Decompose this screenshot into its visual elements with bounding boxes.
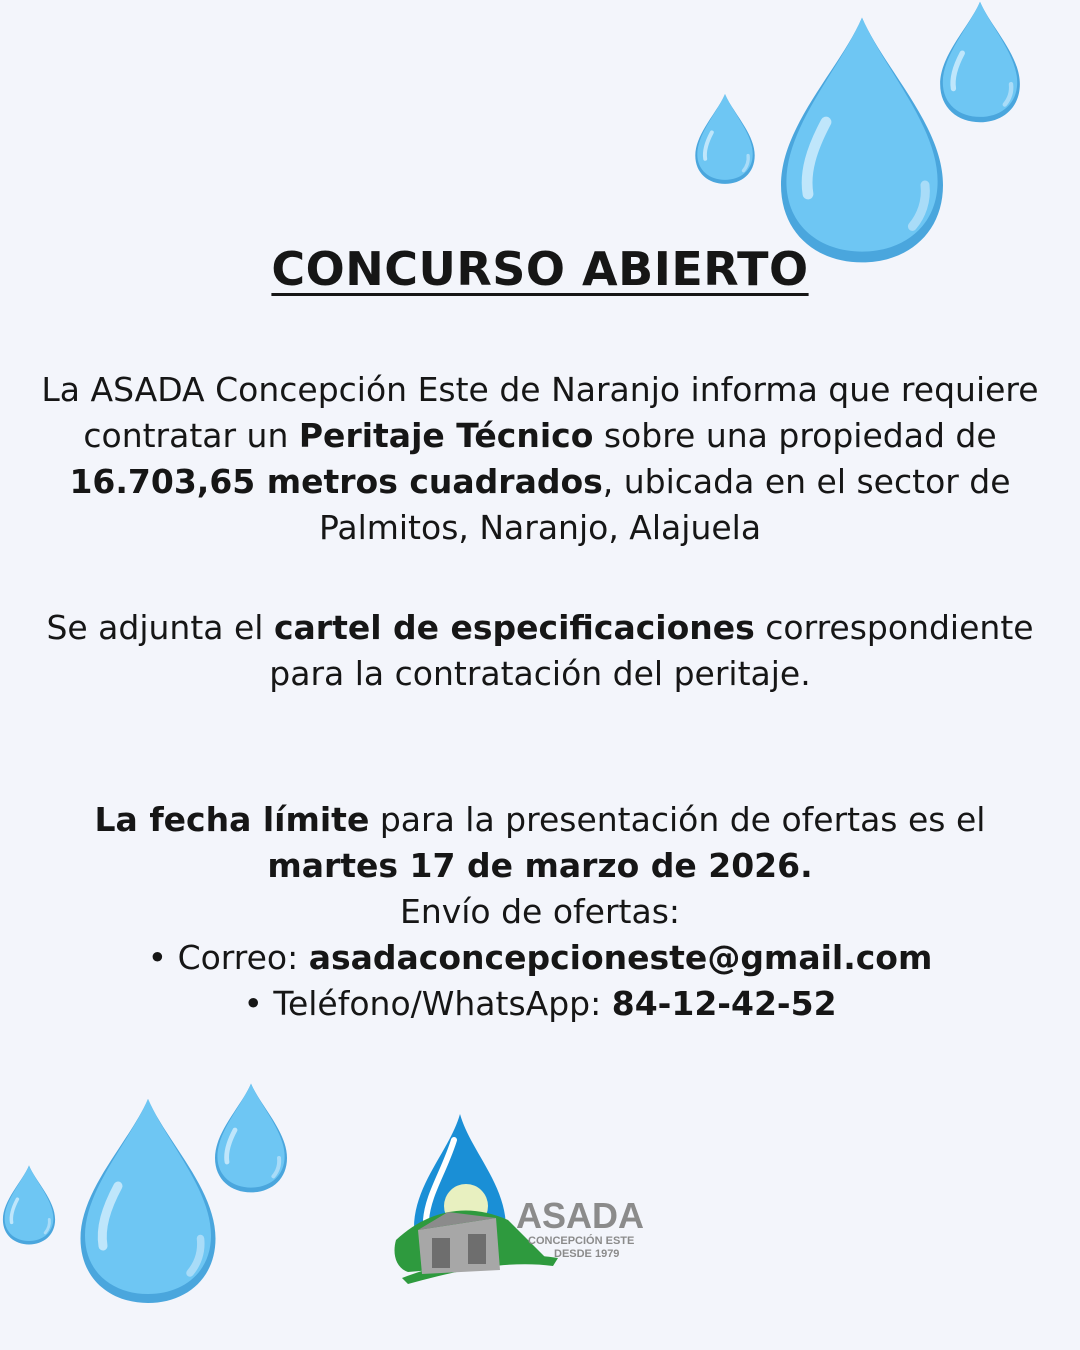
attachment-text: correspondiente para la contratación del peritaje. [269, 608, 1034, 693]
phone-number[interactable]: 84-12-42-52 [611, 984, 837, 1023]
intro-paragraph [20, 367, 1060, 551]
phone-label: • Teléfono/WhatsApp: [243, 984, 612, 1023]
intro-text: , ubicada en el sector de Palmitos, Naranjo, Alajuela [318, 462, 1011, 547]
water-drop-icon [930, 0, 1030, 124]
service-highlight: Peritaje Técnico [298, 416, 594, 455]
water-drop-icon [692, 92, 758, 186]
attachment-paragraph [20, 605, 1060, 697]
intro-text: La ASADA Concepción Este de Naranjo informa que requiere contratar un [41, 370, 1039, 455]
water-drop-icon [208, 1082, 294, 1194]
water-drop-icon [0, 1164, 58, 1246]
page-title-text: CONCURSO ABIERTO [271, 242, 809, 296]
attachment-highlight: cartel de especificaciones [273, 608, 755, 647]
deadline-text: para la presentación de ofertas es el [369, 800, 986, 839]
email-label: • Correo: [147, 938, 309, 977]
water-drop-icon [68, 1096, 228, 1306]
logo-name: ASADA [516, 1195, 645, 1236]
deadline-highlight: La fecha límite [94, 800, 370, 839]
water-drop-icon [772, 14, 952, 266]
deadline-date: martes 17 de marzo de 2026. [267, 846, 813, 885]
email-address[interactable]: asadaconcepcioneste@gmail.com [308, 938, 933, 977]
send-offers-label: Envío de ofertas: [399, 892, 681, 931]
logo-since: DESDE 1979 [554, 1248, 620, 1260]
logo-subtitle: CONCEPCIÓN ESTE [528, 1235, 635, 1247]
asada-logo [388, 1110, 658, 1286]
attachment-text: Se adjunta el [46, 608, 274, 647]
intro-text: sobre una propiedad de [593, 416, 997, 455]
page-title [0, 238, 1080, 300]
deadline-paragraph [20, 797, 1060, 1027]
area-highlight: 16.703,65 metros cuadrados [69, 462, 603, 501]
